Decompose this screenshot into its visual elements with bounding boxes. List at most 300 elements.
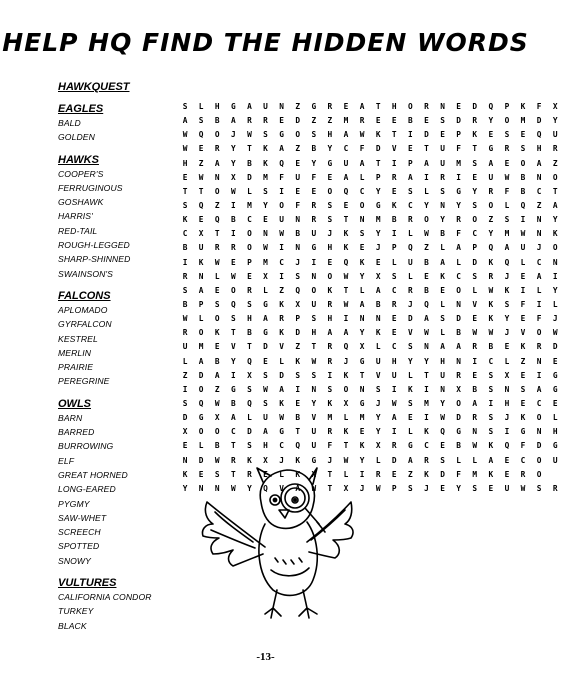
grid-letter: S — [182, 102, 188, 111]
grid-letter: Z — [295, 144, 301, 154]
grid-letter: E — [295, 186, 301, 196]
grid-letter: W — [359, 130, 365, 140]
grid-letter: J — [504, 328, 510, 338]
grid-letter: V — [520, 328, 526, 338]
grid-letter: G — [408, 441, 413, 451]
grid-letter: X — [552, 102, 558, 111]
grid-letter: R — [440, 172, 445, 182]
grid-letter: L — [552, 413, 558, 423]
grid-letter: K — [488, 299, 494, 309]
grid-letter: U — [263, 413, 268, 423]
grid-letter: C — [279, 257, 284, 267]
grid-letter: Z — [198, 158, 204, 168]
grid-letter: W — [198, 172, 204, 182]
grid-letter: E — [440, 441, 445, 451]
word-list-item: TURKEY — [58, 606, 94, 617]
grid-letter: H — [311, 328, 317, 338]
grid-letter: A — [375, 285, 381, 295]
grid-letter: E — [408, 144, 413, 154]
grid-letter: R — [552, 144, 558, 154]
grid-letter: N — [472, 427, 478, 437]
grid-letter: I — [472, 356, 478, 366]
word-list-section — [58, 153, 188, 281]
grid-row — [177, 114, 563, 128]
grid-letter: F — [295, 200, 301, 210]
grid-letter: P — [391, 483, 397, 493]
word-search-grid — [177, 100, 563, 496]
grid-letter: E — [504, 342, 510, 352]
grid-letter: D — [247, 427, 252, 437]
grid-letter: I — [424, 384, 429, 394]
grid-row — [177, 397, 563, 411]
grid-letter: I — [536, 370, 542, 380]
grid-letter: G — [311, 455, 317, 465]
grid-letter: S — [520, 384, 526, 394]
grid-letter: T — [311, 342, 317, 352]
grid-letter: W — [263, 384, 268, 394]
grid-letter: U — [440, 370, 445, 380]
grid-letter: K — [424, 469, 429, 479]
grid-letter: R — [472, 116, 478, 126]
grid-row — [177, 241, 563, 255]
grid-letter: D — [536, 441, 542, 451]
grid-letter: B — [247, 328, 252, 338]
grid-letter: B — [214, 441, 220, 451]
grid-letter: N — [424, 342, 429, 352]
grid-letter: X — [343, 398, 349, 408]
grid-letter: L — [182, 356, 188, 366]
grid-letter: Q — [295, 441, 301, 451]
word-list-item: HARRIS' — [58, 211, 93, 222]
grid-letter: K — [488, 469, 494, 479]
grid-letter: R — [327, 356, 333, 366]
grid-letter: W — [182, 314, 188, 324]
grid-letter: E — [391, 314, 397, 324]
grid-letter: I — [391, 229, 397, 239]
grid-letter: O — [408, 102, 413, 111]
grid-letter: S — [182, 200, 188, 210]
grid-letter: A — [391, 413, 397, 423]
grid-letter: X — [375, 441, 381, 451]
grid-letter: K — [327, 285, 333, 295]
grid-letter: Q — [424, 299, 429, 309]
grid-row — [177, 411, 563, 425]
grid-letter: U — [198, 243, 204, 253]
grid-letter: Y — [359, 271, 365, 281]
grid-letter: L — [552, 299, 558, 309]
grid-letter: S — [408, 342, 413, 352]
grid-letter: T — [230, 469, 236, 479]
grid-letter: N — [552, 257, 558, 267]
grid-row — [177, 326, 563, 340]
grid-letter: Y — [359, 455, 365, 465]
grid-letter: A — [343, 172, 349, 182]
grid-letter: L — [279, 469, 284, 479]
grid-letter: M — [504, 229, 510, 239]
grid-letter: N — [295, 243, 301, 253]
grid-letter: R — [424, 455, 429, 465]
grid-letter: Y — [424, 200, 429, 210]
grid-letter: J — [295, 257, 301, 267]
grid-letter: Z — [279, 285, 284, 295]
grid-letter: W — [391, 398, 397, 408]
grid-letter: U — [279, 215, 284, 225]
grid-letter: R — [391, 441, 397, 451]
grid-letter: L — [440, 328, 445, 338]
word-list-item: ROUGH-LEGGED — [58, 240, 130, 251]
grid-letter: Q — [198, 200, 204, 210]
grid-letter: L — [247, 186, 252, 196]
grid-letter: N — [359, 384, 365, 394]
grid-row — [177, 284, 563, 298]
grid-letter: Y — [359, 328, 365, 338]
word-list-item: ELF — [58, 455, 75, 466]
grid-letter: U — [263, 102, 268, 111]
grid-letter: I — [359, 469, 365, 479]
grid-letter: E — [198, 144, 204, 154]
grid-letter: A — [279, 384, 284, 394]
grid-letter: R — [424, 102, 429, 111]
grid-letter: E — [552, 356, 558, 366]
word-list-item: SNOWY — [58, 555, 91, 566]
grid-letter: A — [230, 413, 236, 423]
grid-letter: B — [295, 229, 301, 239]
grid-row — [177, 128, 563, 142]
grid-letter: Z — [408, 469, 413, 479]
grid-letter: B — [408, 116, 413, 126]
grid-letter: N — [440, 200, 445, 210]
grid-letter: D — [408, 314, 413, 324]
grid-letter: W — [440, 413, 445, 423]
grid-letter: E — [456, 102, 461, 111]
grid-letter: F — [536, 102, 542, 111]
grid-letter: B — [391, 215, 397, 225]
grid-letter: L — [375, 455, 381, 465]
grid-letter: U — [182, 342, 188, 352]
grid-letter: G — [230, 102, 236, 111]
grid-letter: I — [182, 257, 188, 267]
grid-letter: N — [198, 271, 204, 281]
grid-row — [177, 256, 563, 270]
grid-letter: X — [311, 469, 317, 479]
grid-letter: A — [295, 483, 301, 493]
grid-letter: S — [295, 271, 301, 281]
grid-letter: I — [520, 285, 526, 295]
grid-letter: Z — [214, 384, 220, 394]
grid-letter: E — [263, 469, 268, 479]
grid-letter: L — [440, 243, 445, 253]
grid-letter: A — [424, 158, 429, 168]
grid-letter: A — [214, 158, 220, 168]
grid-letter: J — [327, 455, 333, 465]
grid-letter: Y — [230, 144, 236, 154]
grid-letter: Q — [504, 441, 510, 451]
grid-letter: P — [472, 243, 478, 253]
grid-letter: E — [182, 441, 188, 451]
grid-letter: O — [472, 215, 478, 225]
grid-letter: Q — [343, 342, 349, 352]
grid-letter: E — [424, 116, 429, 126]
grid-letter: E — [375, 116, 381, 126]
grid-letter: Q — [343, 186, 349, 196]
grid-letter: E — [391, 469, 397, 479]
grid-letter: G — [311, 243, 317, 253]
grid-letter: X — [375, 271, 381, 281]
grid-letter: E — [311, 186, 317, 196]
grid-letter: M — [343, 116, 349, 126]
grid-letter: K — [488, 441, 494, 451]
grid-letter: A — [536, 271, 542, 281]
grid-letter: N — [536, 229, 542, 239]
grid-letter: R — [488, 186, 494, 196]
grid-letter: I — [391, 384, 397, 394]
grid-letter: D — [472, 257, 478, 267]
page-number: -13- — [256, 651, 275, 663]
grid-letter: Y — [552, 215, 558, 225]
grid-letter: L — [359, 285, 365, 295]
grid-letter: W — [214, 257, 220, 267]
grid-letter: J — [230, 130, 236, 140]
grid-letter: L — [359, 172, 365, 182]
grid-letter: O — [198, 328, 204, 338]
grid-letter: I — [536, 299, 542, 309]
grid-letter: I — [391, 158, 397, 168]
grid-letter: E — [391, 186, 397, 196]
grid-letter: U — [311, 427, 317, 437]
grid-letter: O — [343, 384, 349, 394]
grid-letter: D — [536, 116, 542, 126]
word-list-item: GYRFALCON — [58, 319, 112, 330]
grid-letter: W — [375, 483, 381, 493]
word-list-item: GOLDEN — [58, 132, 95, 143]
grid-letter: A — [408, 172, 413, 182]
grid-letter: W — [263, 243, 268, 253]
grid-letter: K — [214, 328, 220, 338]
grid-letter: K — [279, 328, 284, 338]
grid-letter: V — [279, 483, 284, 493]
grid-letter: B — [520, 186, 526, 196]
grid-row — [177, 185, 563, 199]
grid-letter: V — [375, 370, 381, 380]
grid-letter: O — [327, 271, 333, 281]
grid-letter: A — [359, 102, 365, 111]
grid-letter: H — [214, 102, 220, 111]
grid-letter: Y — [230, 158, 236, 168]
grid-letter: E — [504, 158, 510, 168]
grid-letter: O — [536, 413, 542, 423]
grid-letter: V — [279, 342, 284, 352]
grid-letter: F — [311, 172, 317, 182]
grid-letter: G — [520, 427, 526, 437]
page-title: HELP HQ FIND THE HIDDEN WORDS — [2, 28, 529, 57]
grid-letter: Y — [311, 398, 317, 408]
grid-letter: K — [488, 314, 494, 324]
grid-letter: M — [520, 116, 526, 126]
word-list-item: CALIFORNIA CONDOR — [58, 592, 152, 603]
grid-letter: L — [456, 455, 461, 465]
grid-letter: E — [520, 130, 526, 140]
grid-letter: O — [456, 285, 461, 295]
grid-letter: J — [375, 243, 381, 253]
grid-letter: K — [295, 356, 301, 366]
grid-letter: E — [214, 342, 220, 352]
grid-letter: L — [408, 370, 413, 380]
grid-letter: G — [552, 384, 558, 394]
grid-letter: C — [182, 229, 188, 239]
grid-letter: S — [214, 299, 220, 309]
grid-letter: G — [552, 370, 558, 380]
grid-letter: J — [375, 398, 381, 408]
grid-letter: K — [279, 299, 284, 309]
grid-letter: S — [375, 384, 381, 394]
grid-letter: W — [424, 328, 429, 338]
grid-letter: S — [263, 130, 268, 140]
grid-letter: F — [520, 441, 526, 451]
grid-letter: T — [247, 144, 252, 154]
grid-letter: Z — [552, 158, 558, 168]
grid-letter: P — [456, 130, 461, 140]
grid-letter: Y — [488, 229, 494, 239]
grid-letter: S — [327, 384, 333, 394]
grid-letter: X — [182, 427, 188, 437]
grid-letter: O — [311, 285, 317, 295]
grid-letter: T — [424, 144, 429, 154]
grid-letter: T — [343, 285, 349, 295]
grid-letter: H — [247, 314, 252, 324]
grid-letter: R — [391, 299, 397, 309]
grid-letter: N — [263, 229, 268, 239]
grid-letter: Z — [295, 342, 301, 352]
grid-letter: A — [343, 328, 349, 338]
grid-letter: B — [488, 342, 494, 352]
grid-letter: S — [263, 370, 268, 380]
grid-letter: K — [327, 398, 333, 408]
grid-letter: T — [343, 215, 349, 225]
grid-letter: I — [456, 172, 461, 182]
grid-letter: U — [408, 257, 413, 267]
grid-letter: Y — [424, 356, 429, 366]
grid-letter: B — [230, 398, 236, 408]
grid-letter: P — [247, 257, 252, 267]
word-list-item: GOSHAWK — [58, 197, 104, 208]
grid-letter: W — [520, 229, 526, 239]
grid-letter: K — [343, 427, 349, 437]
grid-letter: R — [488, 271, 494, 281]
grid-letter: N — [214, 172, 220, 182]
grid-letter: Y — [552, 116, 558, 126]
grid-letter: C — [456, 271, 461, 281]
grid-letter: R — [472, 342, 478, 352]
grid-letter: E — [488, 130, 494, 140]
grid-letter: R — [375, 469, 381, 479]
grid-row — [177, 270, 563, 284]
grid-letter: C — [408, 200, 413, 210]
grid-letter: K — [488, 257, 494, 267]
grid-letter: G — [230, 384, 236, 394]
grid-letter: O — [504, 116, 510, 126]
grid-row — [177, 425, 563, 439]
grid-letter: E — [552, 398, 558, 408]
grid-letter: U — [295, 172, 301, 182]
grid-letter: R — [536, 342, 542, 352]
grid-letter: D — [247, 172, 252, 182]
grid-letter: M — [456, 158, 461, 168]
grid-letter: O — [456, 398, 461, 408]
grid-letter: E — [472, 314, 478, 324]
grid-letter: W — [488, 285, 494, 295]
word-list-item: PYGMY — [58, 498, 90, 509]
grid-letter: B — [214, 116, 220, 126]
grid-letter: D — [552, 342, 558, 352]
grid-letter: K — [552, 229, 558, 239]
grid-letter: Z — [311, 116, 317, 126]
grid-letter: I — [182, 384, 188, 394]
grid-letter: G — [327, 158, 333, 168]
grid-letter: A — [408, 455, 413, 465]
word-list-item: PRAIRIE — [58, 362, 94, 373]
grid-letter: X — [504, 370, 510, 380]
grid-letter: G — [311, 102, 317, 111]
grid-letter: A — [456, 243, 461, 253]
grid-letter: G — [456, 427, 461, 437]
grid-letter: O — [230, 285, 236, 295]
grid-letter: R — [520, 469, 526, 479]
grid-letter: E — [263, 215, 268, 225]
grid-letter: R — [391, 172, 397, 182]
grid-letter: B — [247, 158, 252, 168]
grid-letter: H — [182, 158, 188, 168]
grid-letter: F — [504, 186, 510, 196]
grid-letter: Y — [472, 186, 478, 196]
grid-letter: B — [520, 172, 526, 182]
grid-letter: E — [520, 398, 526, 408]
grid-letter: Q — [263, 483, 268, 493]
grid-letter: R — [327, 342, 333, 352]
grid-letter: S — [359, 229, 365, 239]
grid-letter: E — [440, 285, 445, 295]
grid-letter: U — [488, 172, 494, 182]
grid-letter: K — [375, 328, 381, 338]
grid-letter: O — [214, 427, 220, 437]
grid-letter: R — [327, 102, 333, 111]
grid-letter: N — [311, 384, 317, 394]
grid-letter: L — [440, 299, 445, 309]
grid-letter: C — [391, 342, 397, 352]
word-list-item: LONG-EARED — [58, 484, 116, 495]
grid-letter: A — [198, 356, 204, 366]
word-list-item: RED-TAIL — [58, 225, 98, 236]
grid-letter: K — [343, 243, 349, 253]
grid-letter: O — [279, 200, 284, 210]
grid-letter: R — [311, 215, 317, 225]
grid-letter: W — [230, 483, 236, 493]
grid-letter: T — [214, 229, 220, 239]
grid-letter: B — [182, 243, 188, 253]
grid-letter: A — [504, 243, 510, 253]
grid-letter: A — [488, 158, 494, 168]
grid-letter: S — [440, 455, 445, 465]
grid-letter: R — [408, 285, 413, 295]
grid-letter: E — [472, 370, 478, 380]
grid-letter: W — [182, 144, 188, 154]
grid-letter: U — [391, 370, 397, 380]
grid-letter: H — [391, 356, 397, 366]
grid-letter: E — [504, 455, 510, 465]
grid-letter: J — [552, 314, 558, 324]
grid-letter: C — [343, 144, 349, 154]
grid-letter: S — [263, 398, 268, 408]
word-list-item: SWAINSON'S — [58, 268, 114, 279]
